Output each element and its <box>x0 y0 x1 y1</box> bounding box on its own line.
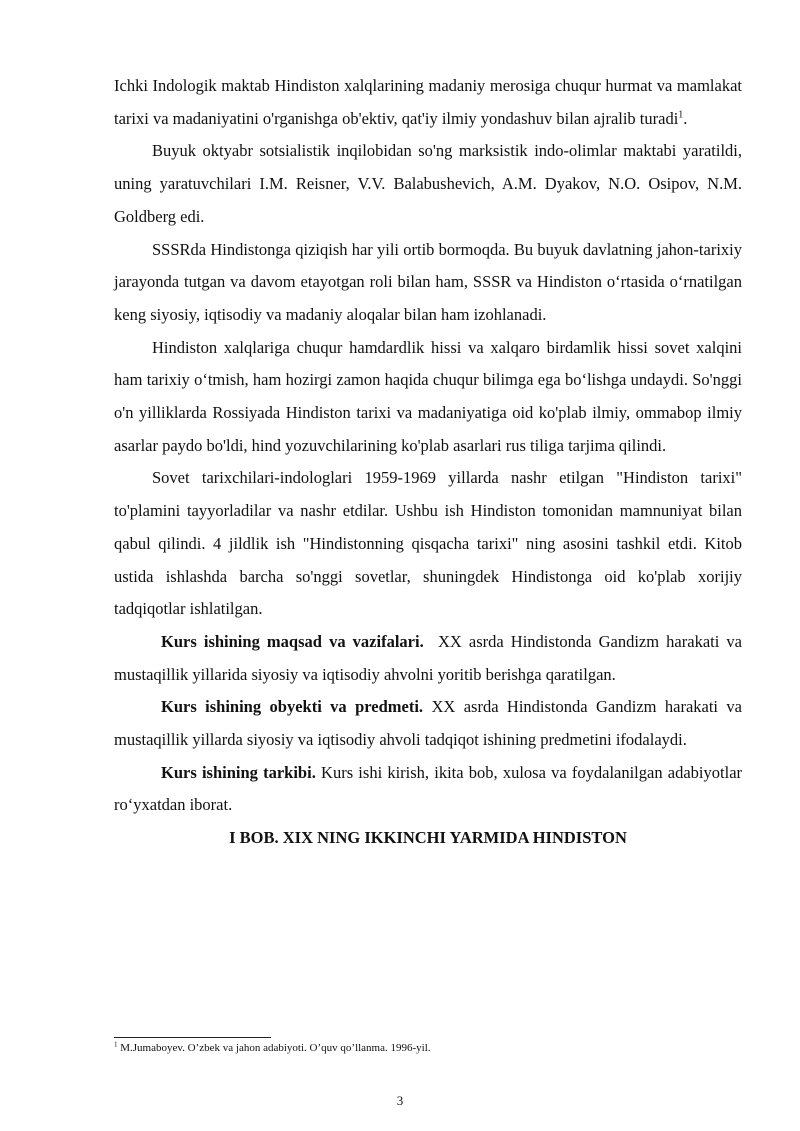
footnote-text: M.Jumaboyev. O’zbek va jahon adabiyoti. O’quv qo’llanma. 1996-yil. <box>120 1042 431 1054</box>
section-object-lead: Kurs ishining obyekti va predmeti. <box>161 697 424 717</box>
paragraph-5: Sovet tarixchilari-indologlari 1959-1969 yillarda nashr etilgan "Hindiston tarixi" to'plamini tayyorladilar va nashr etdilar. Ushbu ish Hindiston tomonidan mamnuniyat bilan qabul qilindi. 4 jildlik ish "Hindistonning qisqacha tarixi" ning asosini tashkil etdi. Kitob ustida ishlashda barcha so'nggi sovetlar, shuningdek Hindistonga oid ko'plab xorijiy tadqiqotlar ishlatilgan. <box>114 468 742 619</box>
footnote-divider <box>114 1037 271 1038</box>
paragraph-1-end: . <box>683 108 688 128</box>
chapter-heading: I BOB. XIX NING IKKINCHI YARMIDA HINDISTON <box>229 828 627 848</box>
paragraph-1-text: Ichki Indologik maktab Hindiston xalqlarining madaniy merosiga chuqur hurmat va mamlakat tarixi va madaniyatini o'rganishga ob'ektiv, qat'iy ilmiy yondashuv bilan ajralib turadi <box>114 76 742 128</box>
footnote <box>114 1041 742 1056</box>
section-object-text: XX asrda Hindistonda Gandizm harakati va mustaqillik yillarda siyosiy va iqtisodiy ahvoli tadqiqot ishining predmetini ifodalaydi. <box>114 697 742 750</box>
section-object <box>114 691 742 756</box>
paragraph-1 <box>114 70 742 135</box>
section-goals-lead: Kurs ishining maqsad va vazifalari. <box>161 631 424 651</box>
paragraph-3: SSSRda Hindistonga qiziqish har yili ortib bormoqda. Bu buyuk davlatning jahon-tarixiy jarayonda tutgan va davom etayotgan roli bilan ham, SSSR va Hindiston o‘rtasida o‘rnatilgan keng siyosiy, iqtisodiy va madaniy aloqalar bilan ham izohlanadi. <box>114 239 742 324</box>
paragraph-2: Buyuk oktyabr sotsialistik inqilobidan so'ng marksistik indo-olimlar maktabi yaratildi, uning yaratuvchilari I.M. Reisner, V.V. Balabushevich, A.M. Dyakov, N.O. Osipov, N.M. Goldberg edi. <box>114 141 742 226</box>
section-goals <box>114 626 742 691</box>
footnote-reference[interactable]: 1 <box>678 109 684 121</box>
section-goals-text: XX asrda Hindistonda Gandizm harakati va mustaqillik yillarida siyosiy va iqtisodiy ahvolni yoritib berishga qaratilgan. <box>114 631 743 684</box>
footnote-number: 1 <box>114 1040 118 1049</box>
page-number: 3 <box>396 1093 404 1108</box>
body-text <box>114 70 742 855</box>
section-structure-text: Kurs ishi kirish, ikita bob, xulosa va foydalanilgan adabiyotlar ro‘yxatdan iborat. <box>114 762 743 815</box>
section-structure <box>114 757 742 822</box>
section-structure-lead: Kurs ishining tarkibi. <box>161 762 316 782</box>
paragraph-4: Hindiston xalqlariga chuqur hamdardlik hissi va xalqaro birdamlik hissi sovet xalqini ham tarixiy o‘tmish, ham hozirgi zamon haqida chuqur bilimga ega bo‘lishga undaydi. So'nggi o'n yilliklarda Rossiyada Hindiston tarixi va madaniyatiga oid ko'plab ilmiy, ommabop ilmiy asarlar paydo bo'ldi, hind yozuvchilarining ko'plab asarlari rus tiliga tarjima qilindi. <box>114 337 742 455</box>
